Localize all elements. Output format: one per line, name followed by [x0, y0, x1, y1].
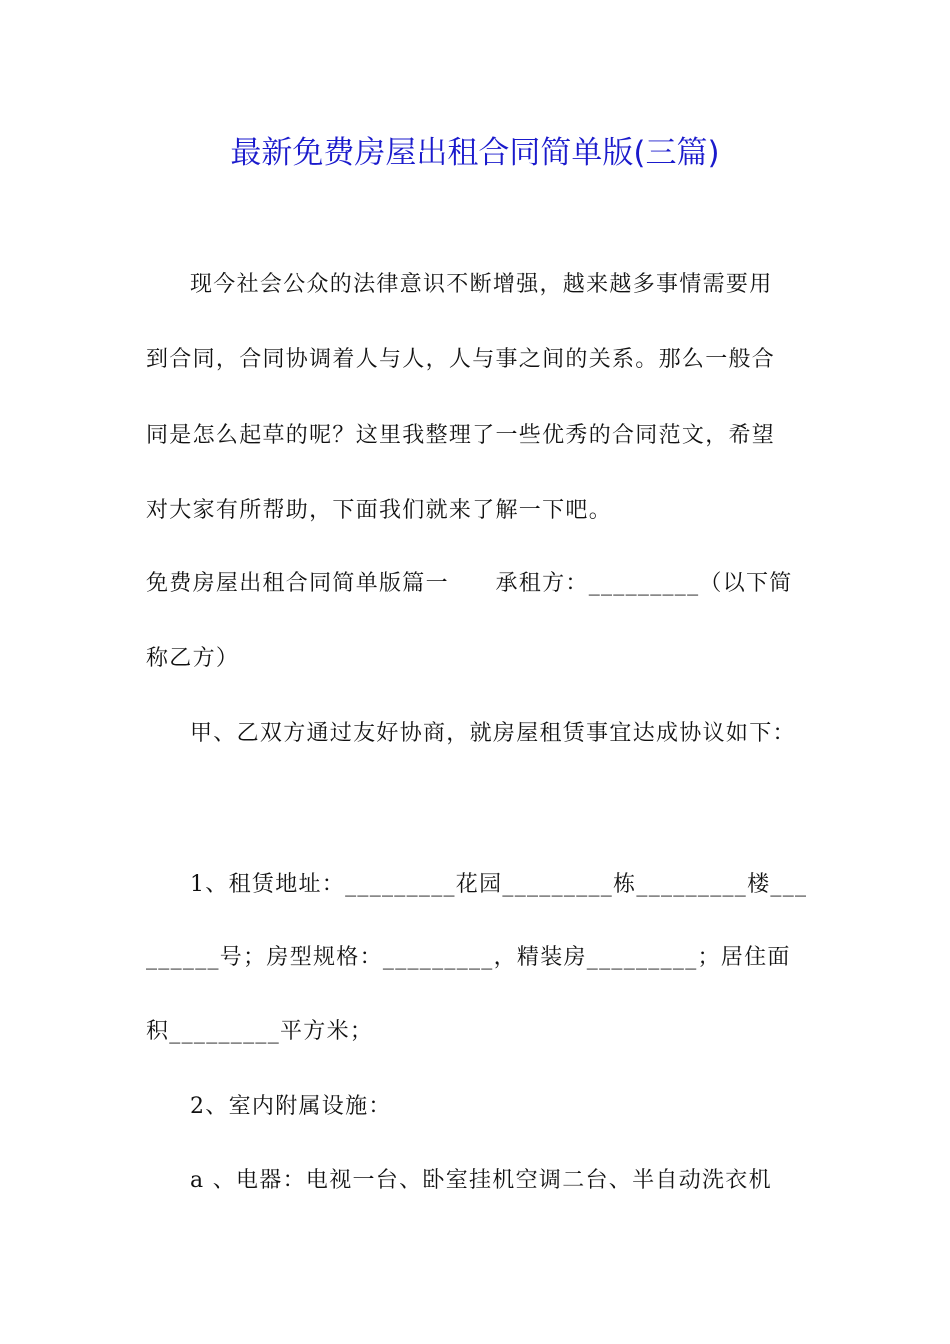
clause-line: 积_________平方米；: [146, 1019, 374, 1044]
clause-line: 2、室内附属设施：: [190, 1094, 392, 1119]
paragraph-line: 同是怎么起草的呢？这里我整理了一些优秀的合同范文，希望: [146, 423, 776, 448]
paragraph-line: 称乙方）: [146, 646, 240, 671]
clause-line: ______号；房型规格：_________，精装房_________；居住面: [146, 945, 791, 970]
paragraph-line: 到合同，合同协调着人与人，人与事之间的关系。那么一般合: [146, 347, 776, 372]
clause-line: 1、租赁地址：_________花园_________栋_________楼___: [190, 872, 808, 897]
section-heading-line: 免费房屋出租合同简单版篇一 承租方：_________（以下简: [146, 571, 793, 596]
document-title: 最新免费房屋出租合同简单版(三篇): [230, 135, 720, 171]
clause-line: a 、电器：电视一台、卧室挂机空调二台、半自动洗衣机: [190, 1168, 772, 1193]
paragraph-line: 现今社会公众的法律意识不断增强，越来越多事情需要用: [190, 272, 773, 297]
paragraph-line: 甲、乙双方通过友好协商，就房屋租赁事宜达成协议如下：: [190, 721, 796, 746]
paragraph-line: 对大家有所帮助，下面我们就来了解一下吧。: [146, 498, 613, 523]
